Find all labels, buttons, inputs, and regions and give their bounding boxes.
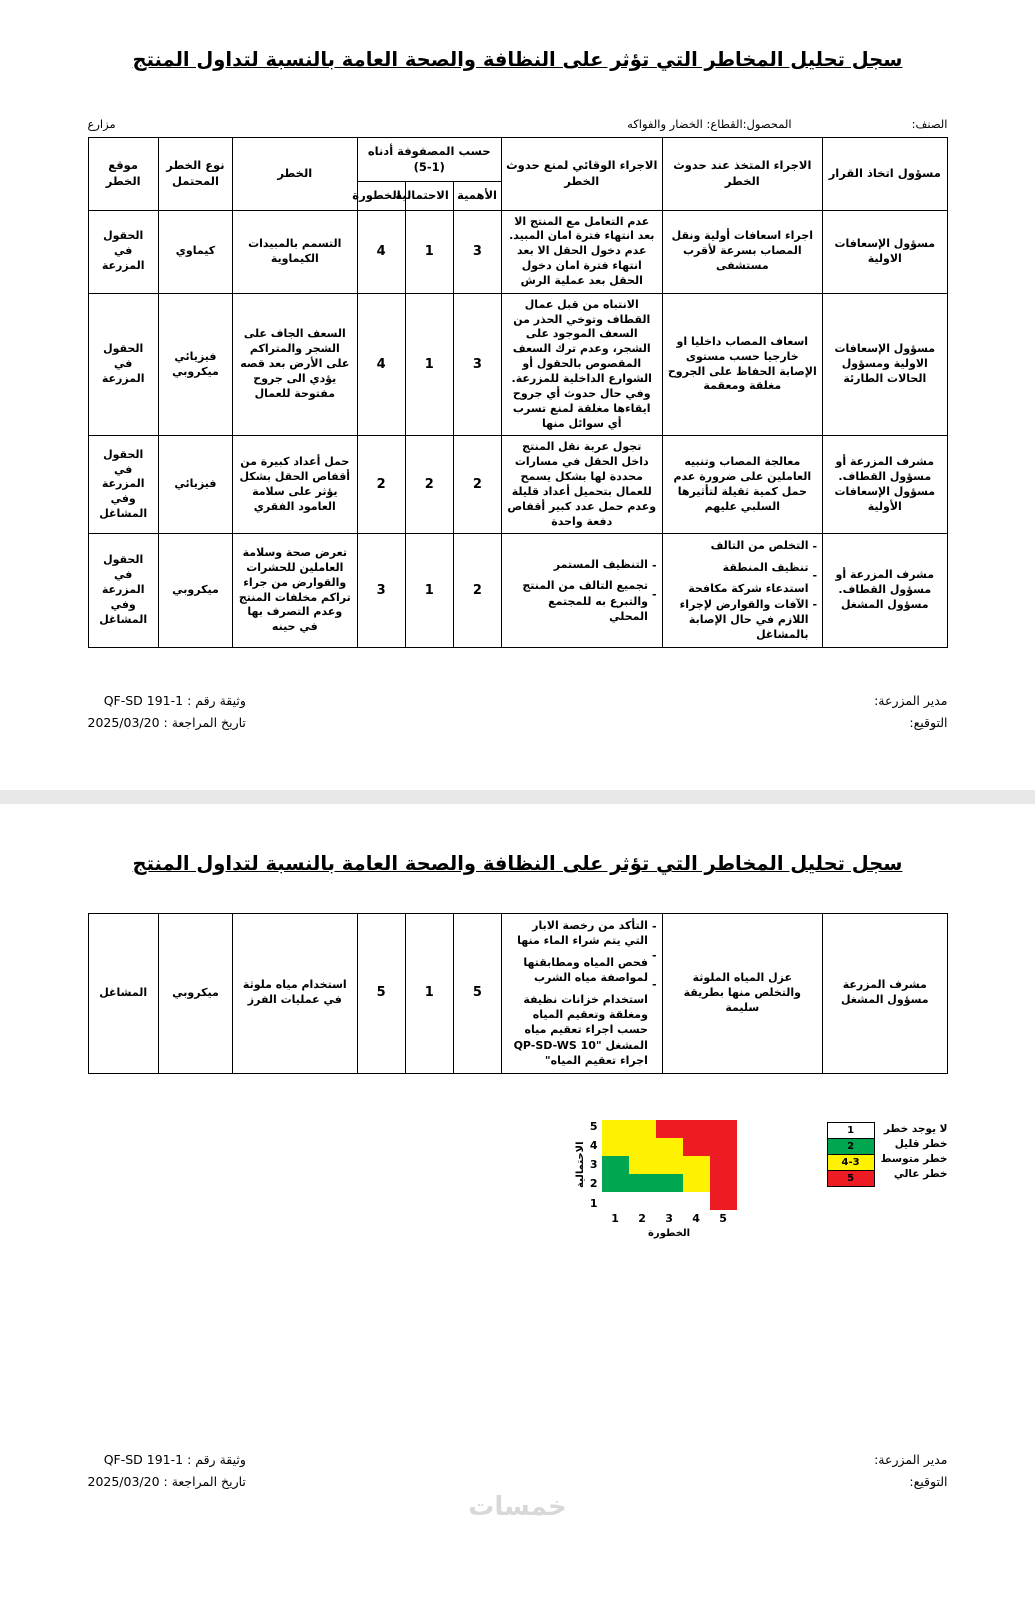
legend-labels <box>881 1122 948 1182</box>
header-prevention: الاجراء الوقائي لمنع حدوث الخطر <box>501 138 662 211</box>
farm-manager-label: مدير المزرعة: <box>874 692 948 708</box>
meta-variety: الصنف: <box>911 117 948 131</box>
matrix-legend <box>827 1122 948 1187</box>
cell-type: كيماوي <box>158 210 232 293</box>
signature-label: التوقيع: <box>909 1474 948 1490</box>
cell-prevention: عدم التعامل مع المنتج الا بعد انتهاء فترة امان المبيد. عدم دخول الحقل الا بعد انتهاء فترة امان دخول الحقل بعد عملية الرش <box>501 210 662 293</box>
header-importance: الأهمية <box>453 182 501 211</box>
cell-responsible: مسؤول الإسعافات الاولية <box>823 210 947 293</box>
legend-label: خطر قليل <box>894 1137 948 1150</box>
review-date: تاريخ المراجعة : 2025/03/20 <box>87 715 246 731</box>
legend-label: لا يوجد خطر <box>883 1122 948 1135</box>
table-row <box>88 436 947 534</box>
matrix-cell <box>629 1156 656 1174</box>
cell-prevention-list <box>501 914 662 1074</box>
matrix-cell <box>683 1174 710 1192</box>
matrix-cell <box>629 1138 656 1156</box>
matrix-cell <box>683 1156 710 1174</box>
cell-importance: 2 <box>453 534 501 647</box>
table-row <box>88 293 947 436</box>
dash-marks: - - - <box>812 540 818 612</box>
cell-probability: 1 <box>405 210 453 293</box>
matrix-cell <box>629 1120 656 1138</box>
cell-location: المشاغل <box>88 914 158 1074</box>
matrix-cell <box>683 1192 710 1210</box>
farm-manager-label: مدير المزرعة: <box>874 1451 948 1467</box>
matrix-cell <box>683 1138 710 1156</box>
cell-location: الحقول في المزرعة وفي المشاغل <box>88 534 158 647</box>
legend-swatch: 2 <box>828 1139 874 1155</box>
matrix-y-ticks <box>590 1120 598 1210</box>
doc-number: وثيقة رقم : QF-SD 191-1 <box>103 1451 246 1467</box>
y-tick: 5 <box>589 1119 598 1133</box>
matrix-cell <box>683 1120 710 1138</box>
header-matrix-group-label: حسب المصفوفة أدناه (1-5) <box>367 144 491 174</box>
cell-hazard: السعف الجاف على الشجر والمتراكم على الأرض بعد قصه يؤدي الى جروح مفتوحة للعمال <box>233 293 357 436</box>
cell-hazard: تعرض صحة وسلامة العاملين للحشرات والقوارض من جراء تراكم مخلفات المنتج وعدم التصرف بها في حينه <box>233 534 357 647</box>
matrix-cell <box>710 1138 737 1156</box>
cell-importance: 2 <box>453 436 501 534</box>
cell-location: الحقول في المزرعة <box>88 293 158 436</box>
header-severity: الخطورة <box>357 182 405 211</box>
cell-hazard: حمل أعداد كبيرة من أقفاص الحقل بشكل يؤثر على سلامة العامود الفقري <box>233 436 357 534</box>
cell-responsible: مسؤول الإسعافات الاولية ومسؤول الحالات الطارئة <box>823 293 947 436</box>
matrix-cell <box>629 1174 656 1192</box>
prevention-item: التنظيف المستمر <box>553 557 648 571</box>
x-tick: 3 <box>665 1211 673 1225</box>
meta-row <box>88 81 948 137</box>
cell-probability: 1 <box>405 534 453 647</box>
cell-action: معالجة المصاب وتنبيه العاملين على ضرورة عدم حمل كمية ثقيلة لتأثيرها السلبي عليهم <box>662 436 823 534</box>
header-type: نوع الخطر المحتمل <box>158 138 232 211</box>
matrix-x-axis-label: الخطورة <box>648 1227 691 1239</box>
prevention-item: التأكد من رخصة الابار التي يتم شراء الماء منها <box>517 919 648 948</box>
matrix-cell <box>656 1138 683 1156</box>
matrix-cell <box>602 1156 629 1174</box>
cell-action: اسعاف المصاب داخليا او خارجيا حسب مستوى الإصابة الحفاظ على الجروح مغلقة ومعقمة <box>662 293 823 436</box>
matrix-cell <box>602 1138 629 1156</box>
action-item: التخلص من التالف <box>710 539 809 553</box>
risk-matrix-area <box>88 1074 948 1239</box>
cell-type: فيزيائي ميكروبي <box>158 293 232 436</box>
cell-location: الحقول في المزرعة وفي المشاغل <box>88 436 158 534</box>
cell-action: اجراء اسعافات أولية ونقل المصاب بسرعة لأقرب مستشفى <box>662 210 823 293</box>
page-title-2: سجل تحليل المخاطر التي تؤثر على النظافة والصحة العامة بالنسبة لتداول المنتج <box>132 852 903 875</box>
cell-hazard: استخدام مياه ملوثة في عمليات الفرز <box>233 914 357 1074</box>
review-date: تاريخ المراجعة : 2025/03/20 <box>87 1474 246 1490</box>
risk-matrix <box>575 1120 737 1239</box>
cell-severity: 4 <box>357 293 405 436</box>
header-probability: الاحتمالية <box>405 182 453 211</box>
y-tick: 2 <box>589 1177 598 1191</box>
matrix-grid <box>602 1120 737 1210</box>
cell-prevention-list <box>501 534 662 647</box>
prevention-item: فحص المياه ومطابقتها لمواصفة مياه الشرب <box>523 955 648 985</box>
header-hazard: الخطر <box>233 138 357 211</box>
document-page-1 <box>0 0 1035 790</box>
cell-hazard: التسمم بالمبيدات الكيماوية <box>233 210 357 293</box>
cell-severity: 4 <box>357 210 405 293</box>
matrix-cell <box>602 1192 629 1210</box>
header-matrix-group <box>357 138 501 182</box>
cell-probability: 1 <box>405 293 453 436</box>
doc-number: وثيقة رقم : QF-SD 191-1 <box>103 692 246 708</box>
matrix-cell <box>656 1174 683 1192</box>
matrix-cell <box>656 1156 683 1174</box>
legend-swatch: 4-3 <box>828 1155 874 1171</box>
matrix-cell <box>710 1174 737 1192</box>
cell-probability: 1 <box>405 914 453 1074</box>
matrix-cell <box>710 1192 737 1210</box>
cell-responsible: مشرف المزرعة أو مسؤول القطاف. مسؤول الإسعافات الأولية <box>823 436 947 534</box>
y-tick: 1 <box>589 1196 598 1210</box>
matrix-x-ticks <box>602 1212 737 1225</box>
cell-location: الحقول في المزرعة <box>88 210 158 293</box>
cell-prevention: تجول عربة نقل المنتج داخل الحقل في مسارات محددة لها بشكل يسمح للعمال بتحميل أعداد قليلة وعدم حمل عدد كبير أقفاص دفعة واحدة <box>501 436 662 534</box>
legend-label: خطر عالي <box>893 1167 948 1180</box>
prevention-item: استخدام خزانات نظيفة ومغلقة وتعقيم المياه حسب اجراء تعقيم مياه المشغل "QP-SD-WS 10 اجراء تعقيم المياه" <box>513 992 648 1068</box>
y-tick: 3 <box>589 1158 598 1172</box>
y-tick: 4 <box>589 1138 598 1152</box>
cell-importance: 5 <box>453 914 501 1074</box>
cell-severity: 2 <box>357 436 405 534</box>
cell-responsible: مشرف المزرعة مسؤول المشغل <box>823 914 947 1074</box>
cell-action-list <box>662 534 823 647</box>
matrix-cell <box>602 1120 629 1138</box>
matrix-y-axis-label: الاحتمالية <box>574 1141 586 1188</box>
cell-type: ميكروبي <box>158 914 232 1074</box>
action-item: تنظيف المنطقة <box>722 560 809 574</box>
prevention-item: تجميع التالف من المنتج والتبرع به للمجتمع المحلي <box>522 579 648 623</box>
x-tick: 4 <box>692 1211 700 1225</box>
cell-responsible: مشرف المزرعة أو مسؤول القطاف. مسؤول المشغل <box>823 534 947 647</box>
legend-swatch: 5 <box>828 1171 874 1186</box>
table-header-row-1 <box>88 138 947 182</box>
meta-sector: القطاع: الخضار والفواكه <box>627 117 743 131</box>
matrix-cell <box>710 1120 737 1138</box>
meta-farm: مزارع <box>87 117 116 131</box>
meta-crop: المحصول: <box>742 117 792 131</box>
x-tick: 1 <box>611 1211 619 1225</box>
cell-prevention: الانتباه من قبل عمال القطاف وتوخي الحذر من السعف الموجود على الشجر، وعدم ترك السعف المقصوص بالحقول أو الشوارع الداخلية للمزرعة. وفي حال حدوث أي جروح ايقاءها مغلقة لمنع تسرب أي سوائل منها <box>501 293 662 436</box>
page-footer <box>88 648 948 735</box>
legend-swatch: 1 <box>828 1123 874 1139</box>
legend-label: خطر متوسط <box>880 1152 948 1165</box>
x-tick: 5 <box>719 1211 727 1225</box>
cell-probability: 2 <box>405 436 453 534</box>
matrix-cell <box>710 1156 737 1174</box>
risk-analysis-table <box>88 137 948 648</box>
header-location: موقع الخطر <box>88 138 158 211</box>
cell-importance: 3 <box>453 210 501 293</box>
matrix-cell <box>602 1174 629 1192</box>
page-title: سجل تحليل المخاطر التي تؤثر على النظافة والصحة العامة بالنسبة لتداول المنتج <box>132 48 903 71</box>
x-tick: 2 <box>638 1211 646 1225</box>
signature-label: التوقيع: <box>909 715 948 731</box>
dash-marks: - - - <box>651 920 657 991</box>
document-page-2 <box>0 804 1035 1600</box>
matrix-cell <box>656 1192 683 1210</box>
cell-action: عزل المياه الملوثة والتخلص منها بطريقة سليمة <box>662 914 823 1074</box>
action-item: استدعاء شركة مكافحة الآفات والقوارض لإجراء اللازم في حال الإصابة بالمشاغل <box>679 582 809 642</box>
cell-severity: 5 <box>357 914 405 1074</box>
header-action: الاجراء المتخذ عند حدوث الخطر <box>662 138 823 211</box>
table-row <box>88 534 947 647</box>
dash-marks: - - <box>651 558 657 601</box>
watermark: خمسات <box>468 1492 567 1522</box>
table-row <box>88 914 947 1074</box>
legend-swatches <box>827 1122 875 1187</box>
table-row <box>88 210 947 293</box>
risk-analysis-table-2 <box>88 913 948 1074</box>
matrix-cell <box>629 1192 656 1210</box>
cell-type: ميكروبي <box>158 534 232 647</box>
header-responsible: مسؤول اتخاذ القرار <box>823 138 947 211</box>
cell-importance: 3 <box>453 293 501 436</box>
page-separator <box>0 790 1035 804</box>
matrix-cell <box>656 1120 683 1138</box>
cell-severity: 3 <box>357 534 405 647</box>
cell-type: فيزيائي <box>158 436 232 534</box>
page-footer-2 <box>88 1239 948 1494</box>
